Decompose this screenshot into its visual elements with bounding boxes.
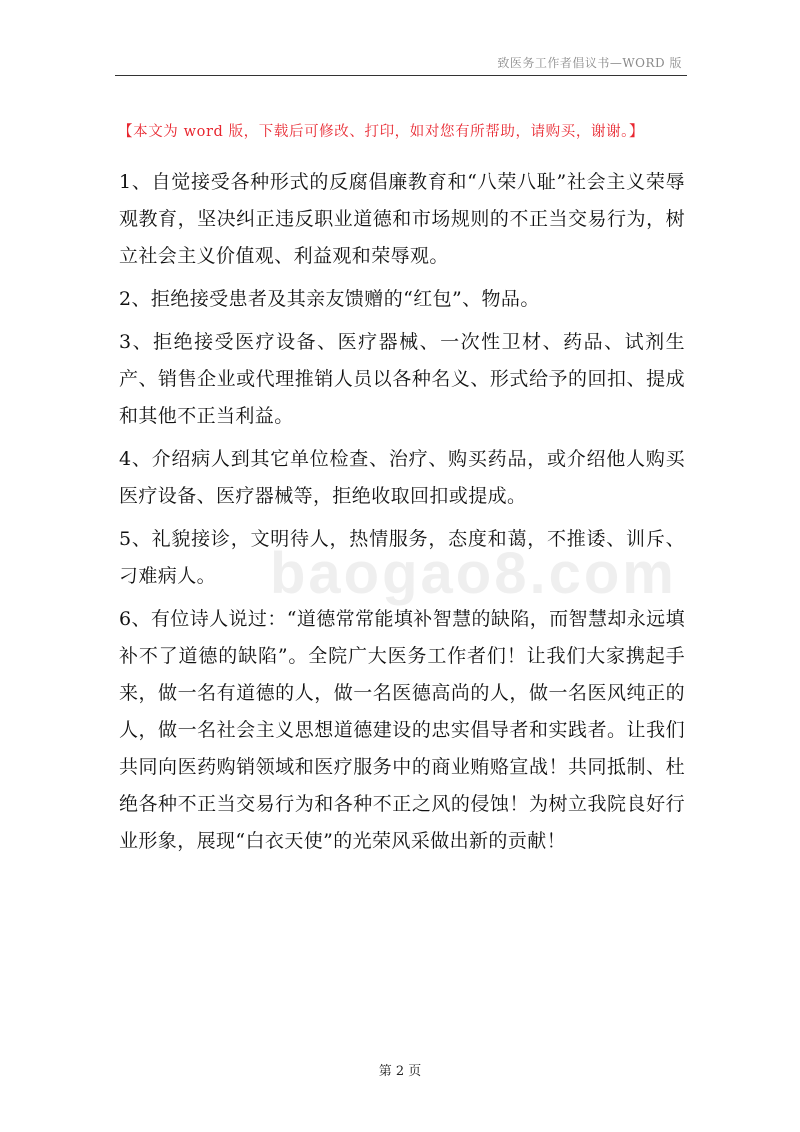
paragraph-5: 5、礼貌接诊，文明待人，热情服务，态度和蔼，不推诿、训斥、刁难病人。 <box>119 528 685 587</box>
running-header: 致医务工作者倡议书—WORD 版 <box>497 56 682 70</box>
paragraph-2: 2、拒绝接受患者及其亲友馈赠的“红包”、物品。 <box>119 288 540 310</box>
watermark: baogao8.com <box>270 541 677 606</box>
paragraph-4: 4、介绍病人到其它单位检查、治疗、购买药品，或介绍他人购买医疗设备、医疗器械等，拒绝收取回扣或提成。 <box>119 448 685 507</box>
header-divider <box>115 75 687 76</box>
paragraph-1: 1、自觉接受各种形式的反腐倡廉教育和“八荣八耻”社会主义荣辱观教育，坚决纠正违反职业道德和市场规则的不正当交易行为，树立社会主义价值观、利益观和荣辱观。 <box>119 171 685 267</box>
document-body <box>119 164 685 866</box>
paragraph-3: 3、拒绝接受医疗设备、医疗器械、一次性卫材、药品、试剂生产、销售企业或代理推销人员以各种名义、形式给予的回扣、提成和其他不正当利益。 <box>119 331 685 427</box>
page-number: 第 2 页 <box>378 1064 422 1079</box>
purchase-notice: 【本文为 word 版，下载后可修改、打印，如对您有所帮助，请购买，谢谢。】 <box>118 124 645 140</box>
paragraph-6: 6、有位诗人说过：“道德常常能填补智慧的缺陷，而智慧却永远填补不了道德的缺陷”。全院广大医务工作者们！让我们大家携起手来，做一名有道德的人，做一名医德高尚的人，做一名医风纯正的人，做一名社会主义思想道德建设的忠实倡导者和实践者。让我们共同向医药购销领域和医疗服务中的商业贿赂宣战！共同抵制、杜绝各种不正当交易行为和各种不正之风的侵蚀！为树立我院良好行业形象，展现“白衣天使”的光荣风采做出新的贡献！ <box>119 608 685 852</box>
